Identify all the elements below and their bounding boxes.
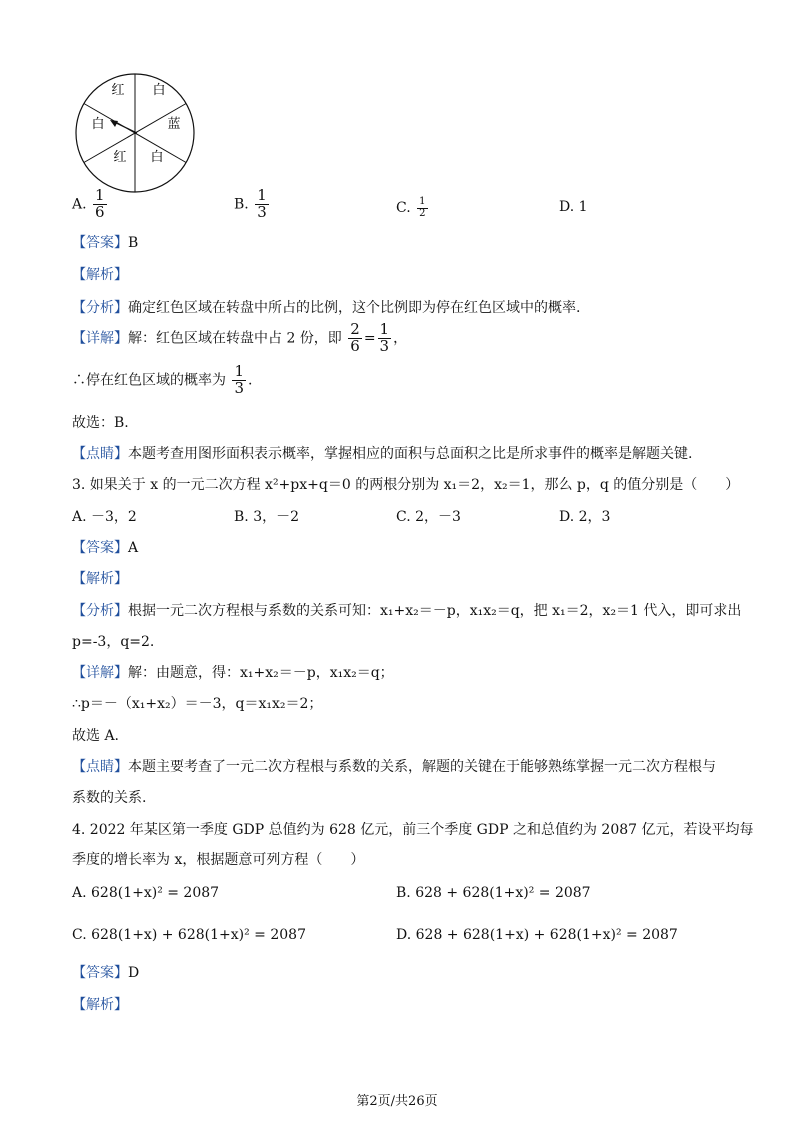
q3-answer bbox=[72, 537, 138, 557]
option-label: D. bbox=[559, 199, 575, 215]
q2-therefore bbox=[72, 364, 252, 397]
option-label: C. bbox=[396, 200, 411, 216]
q2-choose: 故选：B. bbox=[72, 415, 129, 431]
dianjing-tag: 【点睛】 bbox=[72, 759, 128, 775]
denominator: 3 bbox=[257, 202, 267, 221]
q2-option-b bbox=[234, 188, 271, 221]
xiangjie-text: 解：红色区域在转盘中占 2 份，即 bbox=[128, 330, 342, 347]
fenxi-tag: 【分析】 bbox=[72, 300, 128, 316]
option-label: A. bbox=[72, 196, 87, 213]
numerator: 2 bbox=[350, 320, 360, 338]
therefore-text: ∴停在红色区域的概率为 bbox=[72, 372, 226, 389]
q3-dianjing-cont: 系数的关系. bbox=[72, 790, 147, 806]
q3-option-d: D. 2，3 bbox=[559, 509, 611, 525]
equals-sign: = bbox=[363, 330, 376, 347]
q2-answer bbox=[72, 232, 138, 252]
spinner-sector-label: 红 bbox=[113, 150, 127, 165]
numerator: 1 bbox=[257, 186, 267, 204]
xiangjie-tag: 【详解】 bbox=[72, 330, 128, 347]
denominator: 6 bbox=[95, 202, 105, 221]
fraction bbox=[255, 188, 269, 221]
answer-value: D bbox=[128, 965, 140, 981]
xiangjie-tag: 【详解】 bbox=[72, 665, 128, 681]
numerator: 1 bbox=[379, 320, 390, 338]
q2-option-a bbox=[72, 188, 109, 221]
option-label: B. bbox=[234, 196, 249, 213]
denominator: 6 bbox=[350, 336, 360, 355]
q4-answer bbox=[72, 962, 139, 982]
fraction bbox=[232, 364, 246, 397]
page-footer: 第2页/共26页 bbox=[356, 1094, 438, 1109]
q2-analysis-tag: 【解析】 bbox=[72, 267, 128, 283]
q3-fenxi bbox=[72, 600, 741, 620]
q4-stem-cont: 季度的增长率为 x，根据题意可列方程（ ） bbox=[72, 852, 365, 868]
xiangjie-text: 解：由题意，得：x₁+x₂＝－p，x₁x₂＝q； bbox=[128, 665, 394, 681]
answer-tag: 【答案】 bbox=[72, 965, 128, 981]
q3-step: ∴p＝－（x₁+x₂）＝－3，q＝x₁x₂＝2； bbox=[72, 696, 323, 712]
q4-option-a: A. 628(1+x)² = 2087 bbox=[72, 885, 220, 901]
numerator: 1 bbox=[234, 362, 244, 380]
q4-stem: 4. 2022 年某区第一季度 GDP 总值约为 628 亿元，前三个季度 GDP 之和总值约为 2087 亿元，若设平均每 bbox=[72, 822, 754, 838]
q4-option-d: D. 628 + 628(1+x) + 628(1+x)² = 2087 bbox=[396, 927, 678, 943]
numerator: 1 bbox=[419, 196, 426, 207]
punctuation: ， bbox=[393, 330, 408, 347]
q4-option-c: C. 628(1+x) + 628(1+x)² = 2087 bbox=[72, 927, 306, 943]
q2-option-d bbox=[559, 199, 588, 215]
answer-tag: 【答案】 bbox=[72, 540, 128, 556]
answer-value: A bbox=[128, 540, 139, 556]
q3-xiangjie bbox=[72, 662, 394, 682]
q2-option-c bbox=[396, 197, 430, 219]
denominator: 3 bbox=[379, 336, 390, 355]
denominator: 2 bbox=[419, 207, 426, 219]
q3-analysis-tag: 【解析】 bbox=[72, 571, 128, 587]
q2-dianjing bbox=[72, 443, 692, 463]
spinner-sector-label: 白 bbox=[152, 83, 166, 98]
fraction bbox=[348, 322, 362, 355]
q3-fenxi-cont: p=-3，q=2. bbox=[72, 634, 155, 650]
dianjing-tag: 【点睛】 bbox=[72, 446, 128, 462]
answer-tag: 【答案】 bbox=[72, 235, 128, 251]
spinner-diagram bbox=[74, 72, 196, 194]
fraction bbox=[378, 322, 392, 355]
fenxi-text: 根据一元二次方程根与系数的关系可知：x₁+x₂＝－p，x₁x₂＝q，把 x₁＝2，x₂＝1 代入，即可求出 bbox=[128, 603, 742, 619]
punctuation: . bbox=[248, 372, 253, 389]
dianjing-text: 本题考查用图形面积表示概率，掌握相应的面积与总面积之比是所求事件的概率是解题关键. bbox=[128, 446, 693, 462]
fenxi-text: 确定红色区域在转盘中所占的比例，这个比例即为停在红色区域中的概率. bbox=[128, 300, 581, 316]
q2-xiangjie bbox=[72, 322, 407, 355]
spinner-sector-label: 蓝 bbox=[167, 117, 181, 132]
q3-choose: 故选 A. bbox=[72, 728, 120, 744]
fenxi-tag: 【分析】 bbox=[72, 603, 128, 619]
spinner-sector-label: 白 bbox=[91, 117, 105, 132]
q2-fenxi bbox=[72, 297, 580, 317]
option-text: 1 bbox=[578, 199, 588, 215]
fraction bbox=[93, 188, 107, 221]
spinner-sector-label: 红 bbox=[111, 83, 125, 98]
fraction bbox=[417, 197, 427, 219]
spinner-sector-label: 白 bbox=[150, 150, 164, 165]
q3-dianjing bbox=[72, 756, 716, 776]
q4-analysis-tag: 【解析】 bbox=[72, 997, 128, 1013]
dianjing-text: 本题主要考查了一元二次方程根与系数的关系，解题的关键在于能够熟练掌握一元二次方程根与 bbox=[128, 759, 716, 775]
answer-value: B bbox=[128, 235, 139, 251]
q3-stem: 3. 如果关于 x 的一元二次方程 x²+px+q＝0 的两根分别为 x₁＝2，x₂＝1，那么 p，q 的值分别是（ ） bbox=[72, 477, 740, 493]
q3-option-b: B. 3，－2 bbox=[234, 509, 300, 525]
numerator: 1 bbox=[95, 186, 105, 204]
q3-option-a: A. －3，2 bbox=[72, 509, 137, 525]
q4-option-b: B. 628 + 628(1+x)² = 2087 bbox=[396, 885, 591, 901]
denominator: 3 bbox=[234, 378, 244, 397]
q3-option-c: C. 2，－3 bbox=[396, 509, 461, 525]
